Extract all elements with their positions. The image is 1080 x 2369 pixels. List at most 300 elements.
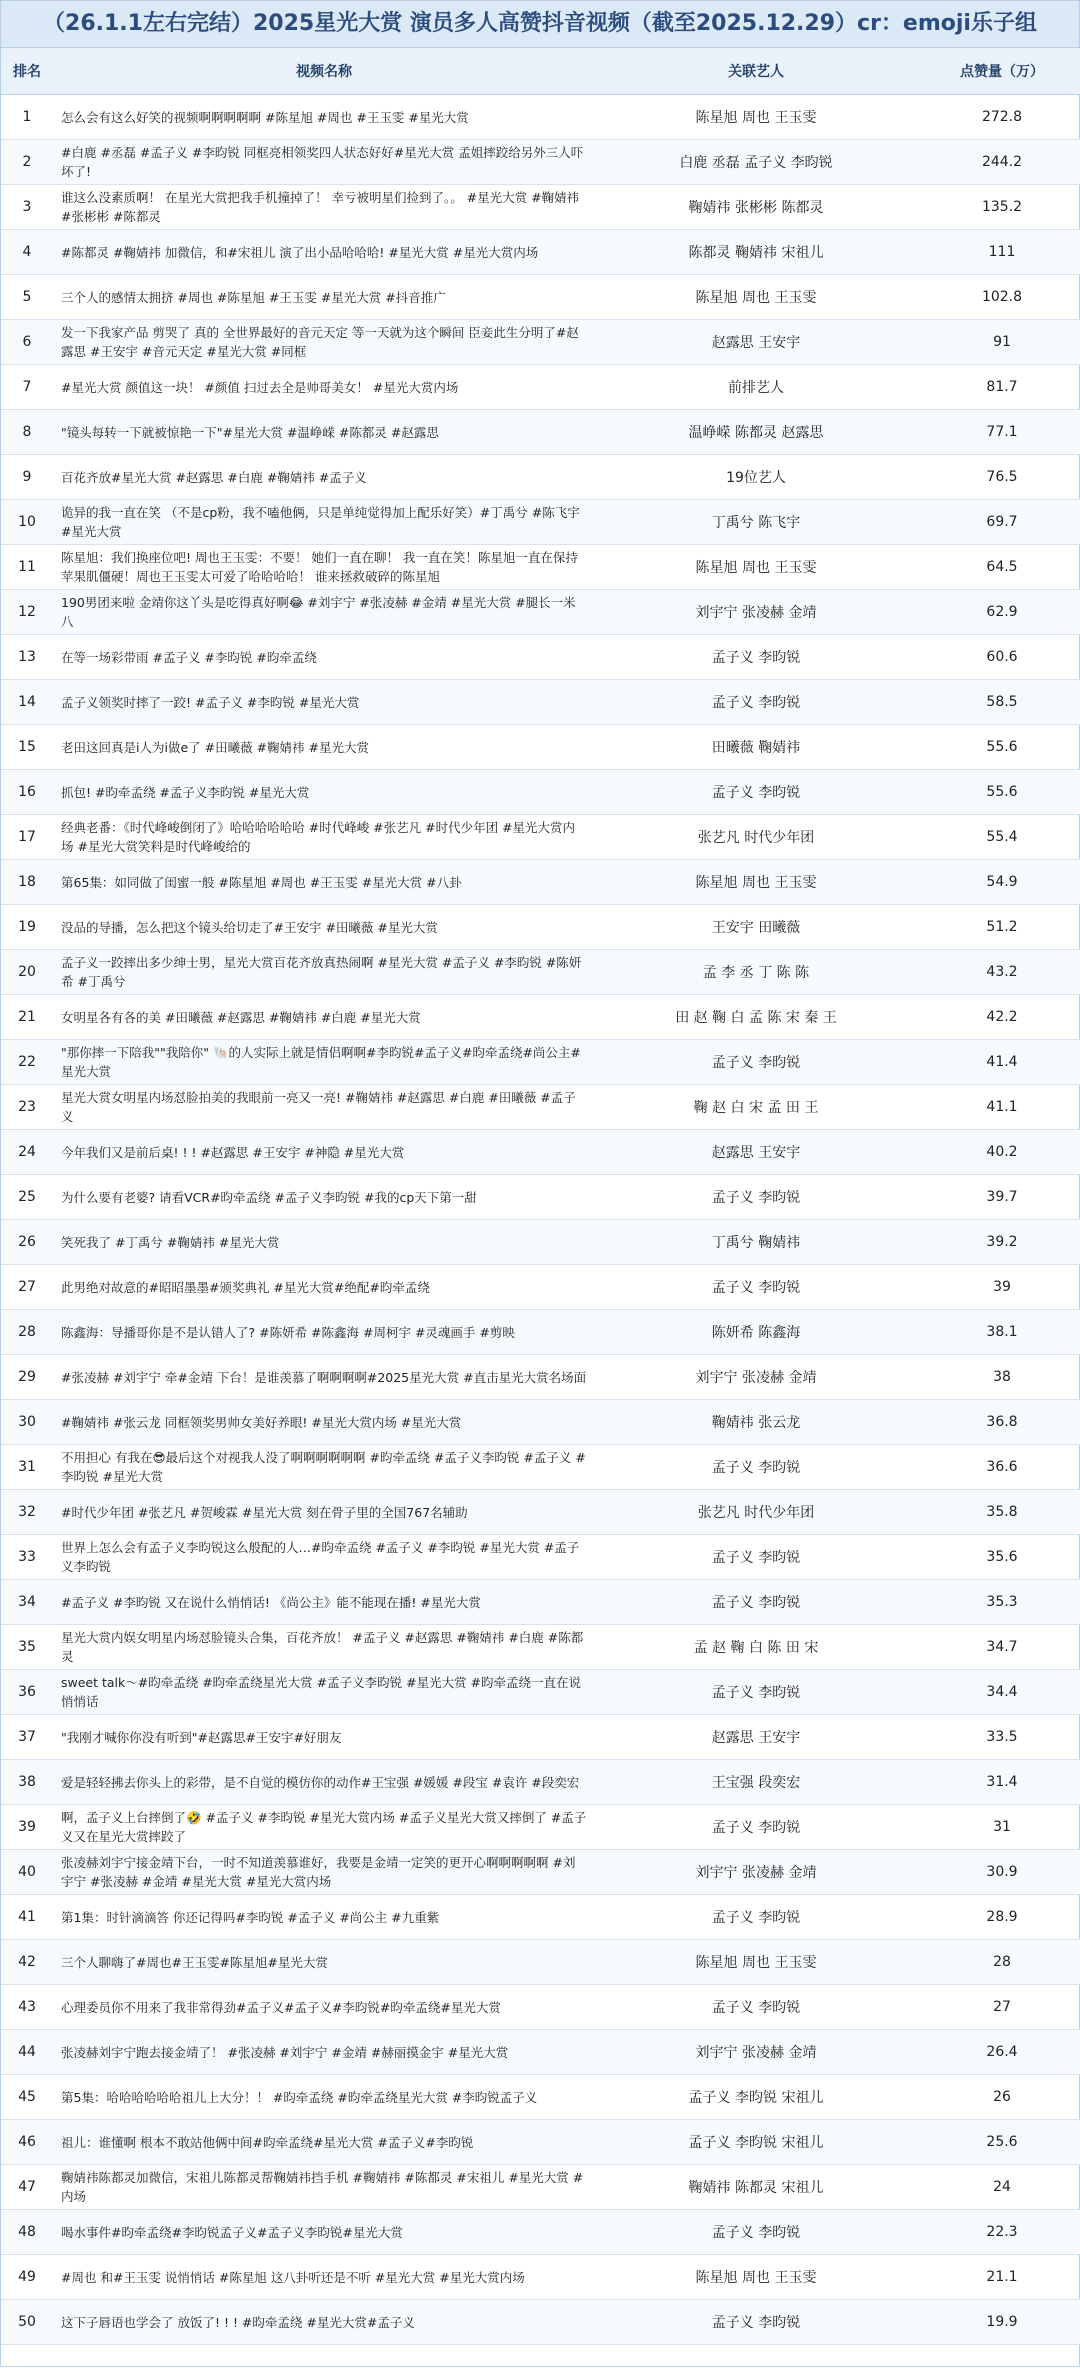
video-title-cell (53, 95, 595, 140)
video-title-cell (53, 1310, 595, 1355)
video-title-cell (53, 2255, 595, 2300)
video-title-cell (53, 1850, 595, 1895)
likes-cell: 39.2 (917, 1220, 1080, 1265)
table-row (1, 860, 1080, 905)
video-title-text: 孟子义一跤摔出多少绅士男，星光大赏百花齐放真热闹啊 #星光大赏 #孟子义 #李昀锐 #陈妍希 #丁禹兮 (61, 955, 582, 989)
rank-cell: 31 (1, 1445, 53, 1490)
stars-cell: 陈星旭 周也 王玉雯 (595, 2255, 917, 2300)
video-title-text: 喝水事件#昀牵孟绕#李昀锐孟子义#孟子义李昀锐#星光大赏 (61, 2224, 403, 2240)
table-row (1, 590, 1080, 635)
video-title-cell (53, 590, 595, 635)
table-row (1, 1940, 1080, 1985)
rank-cell: 29 (1, 1355, 53, 1400)
video-title-cell (53, 1085, 595, 1130)
video-title-cell (53, 140, 595, 185)
likes-cell: 22.3 (917, 2210, 1080, 2255)
table-row (1, 1580, 1080, 1625)
stars-cell: 鞠婧祎 陈都灵 宋祖儿 (595, 2165, 917, 2210)
stars-cell: 孟子义 李昀锐 (595, 1040, 917, 1085)
table-row (1, 2030, 1080, 2075)
likes-cell: 38 (917, 1355, 1080, 1400)
video-title-text: 星光大赏内娱女明星内场怼脸镜头合集，百花齐放！ #孟子义 #赵露思 #鞠婧祎 #白鹿 #陈都灵 (61, 1630, 584, 1664)
video-title-cell (53, 2030, 595, 2075)
video-title-cell (53, 2210, 595, 2255)
stars-cell: 孟子义 李昀锐 (595, 1265, 917, 1310)
rank-cell: 34 (1, 1580, 53, 1625)
stars-cell: 孟子义 李昀锐 宋祖儿 (595, 2120, 917, 2165)
stars-cell: 孟子义 李昀锐 (595, 1670, 917, 1715)
likes-cell: 42.2 (917, 995, 1080, 1040)
stars-cell: 张艺凡 时代少年团 (595, 815, 917, 860)
likes-cell: 36.8 (917, 1400, 1080, 1445)
video-title-text: 啊，孟子义上台摔倒了🤣 #孟子义 #李昀锐 #星光大赏内场 #孟子义星光大赏又摔倒了 #孟子义又在星光大赏摔跤了 (61, 1810, 587, 1844)
rank-cell: 43 (1, 1985, 53, 2030)
rank-cell: 46 (1, 2120, 53, 2165)
table-row (1, 500, 1080, 545)
rank-cell: 40 (1, 1850, 53, 1895)
table-row (1, 1895, 1080, 1940)
likes-cell: 35.8 (917, 1490, 1080, 1535)
rank-cell: 10 (1, 500, 53, 545)
likes-cell: 34.7 (917, 1625, 1080, 1670)
table-body (1, 95, 1080, 2345)
video-title-text: 经典老番：《时代峰峻倒闭了》哈哈哈哈哈哈 #时代峰峻 #张艺凡 #时代少年团 #星光大赏内场 #星光大赏笑料是时代峰峻给的 (61, 820, 576, 854)
video-title-cell (53, 2075, 595, 2120)
stars-cell: 孟 李 丞 丁 陈 陈 (595, 950, 917, 995)
rank-cell: 4 (1, 230, 53, 275)
stars-cell: 刘宇宁 张凌赫 金靖 (595, 1355, 917, 1400)
page-title: （26.1.1左右完结）2025星光大赏 演员多人高赞抖音视频（截至2025.12.29）cr：emoji乐子组 (1, 1, 1079, 48)
table-row (1, 995, 1080, 1040)
likes-cell: 30.9 (917, 1850, 1080, 1895)
video-title-cell (53, 365, 595, 410)
video-title-text: #鞠婧祎 #张云龙 同框领奖男帅女美好养眼! #星光大赏内场 #星光大赏 (61, 1414, 462, 1430)
table-row (1, 725, 1080, 770)
table-row (1, 365, 1080, 410)
video-title-text: 世界上怎么会有孟子义李昀锐这么般配的人…#昀牵孟绕 #孟子义 #李昀锐 #星光大赏 #孟子义李昀锐 (61, 1540, 580, 1574)
video-title-text: 三个人聊嗨了#周也#王玉雯#陈星旭#星光大赏 (61, 1954, 328, 1970)
rank-cell: 37 (1, 1715, 53, 1760)
table-row (1, 1805, 1080, 1850)
stars-cell: 鞠婧祎 张彬彬 陈都灵 (595, 185, 917, 230)
video-title-cell (53, 2120, 595, 2165)
stars-cell: 田 赵 鞠 白 孟 陈 宋 秦 王 (595, 995, 917, 1040)
rank-cell: 20 (1, 950, 53, 995)
table-row (1, 1400, 1080, 1445)
video-title-text: "我刚才喊你你没有听到"#赵露思#王安宇#好朋友 (61, 1729, 342, 1745)
video-title-text: 发一下我家产品 剪哭了 真的 全世界最好的音元天定 等一天就为这个瞬间 臣妾此生分明了#赵露思 #王安宇 #音元天定 #星光大赏 #同框 (61, 325, 579, 359)
likes-cell: 33.5 (917, 1715, 1080, 1760)
rank-cell: 45 (1, 2075, 53, 2120)
table-row (1, 2165, 1080, 2210)
video-title-text: 笑死我了 #丁禹兮 #鞠婧祎 #星光大赏 (61, 1234, 280, 1250)
table-row (1, 1670, 1080, 1715)
table-row (1, 2120, 1080, 2165)
likes-cell: 76.5 (917, 455, 1080, 500)
rank-cell: 36 (1, 1670, 53, 1715)
video-title-text: 陈鑫海：导播哥你是不是认错人了? #陈妍希 #陈鑫海 #周柯宇 #灵魂画手 #剪映 (61, 1324, 515, 1340)
rank-cell: 3 (1, 185, 53, 230)
stars-cell: 陈星旭 周也 王玉雯 (595, 860, 917, 905)
video-title-text: #张凌赫 #刘宇宁 牵#金靖 下台！是谁羡慕了啊啊啊啊#2025星光大赏 #直击星光大赏名场面 (61, 1369, 587, 1385)
rank-cell: 23 (1, 1085, 53, 1130)
video-title-cell (53, 1400, 595, 1445)
video-title-cell (53, 1130, 595, 1175)
likes-cell: 25.6 (917, 2120, 1080, 2165)
video-title-text: 190男团来啦 金靖你这丫头是吃得真好啊😂 #刘宇宁 #张凌赫 #金靖 #星光大赏 #腿长一米八 (61, 595, 576, 629)
video-title-cell (53, 1670, 595, 1715)
rank-cell: 42 (1, 1940, 53, 1985)
stars-cell: 孟子义 李昀锐 (595, 1805, 917, 1850)
stars-cell: 丁禹兮 鞠婧祎 (595, 1220, 917, 1265)
video-title-text: 老田这回真是i人为i做e了 #田曦薇 #鞠婧祎 #星光大赏 (61, 739, 369, 755)
rank-cell: 5 (1, 275, 53, 320)
likes-cell: 26.4 (917, 2030, 1080, 2075)
video-title-cell (53, 815, 595, 860)
table-row (1, 140, 1080, 185)
stars-cell: 19位艺人 (595, 455, 917, 500)
rank-cell: 14 (1, 680, 53, 725)
likes-cell: 77.1 (917, 410, 1080, 455)
stars-cell: 前排艺人 (595, 365, 917, 410)
stars-cell: 孟子义 李昀锐 (595, 1895, 917, 1940)
video-title-cell (53, 1625, 595, 1670)
rank-cell: 38 (1, 1760, 53, 1805)
video-title-text: 此男绝对故意的#昭昭墨墨#颁奖典礼 #星光大赏#绝配#昀牵孟绕 (61, 1279, 430, 1295)
table-row (1, 1175, 1080, 1220)
rank-cell: 26 (1, 1220, 53, 1265)
stars-cell: 鞠 赵 白 宋 孟 田 王 (595, 1085, 917, 1130)
table-row (1, 1085, 1080, 1130)
stars-cell: 陈妍希 陈鑫海 (595, 1310, 917, 1355)
likes-cell: 55.6 (917, 770, 1080, 815)
table-row (1, 1040, 1080, 1085)
table-row (1, 230, 1080, 275)
rank-cell: 35 (1, 1625, 53, 1670)
stars-cell: 孟 赵 鞠 白 陈 田 宋 (595, 1625, 917, 1670)
video-title-text: 百花齐放#星光大赏 #赵露思 #白鹿 #鞠婧祎 #孟子义 (61, 469, 367, 485)
likes-cell: 58.5 (917, 680, 1080, 725)
likes-cell: 55.6 (917, 725, 1080, 770)
likes-cell: 39 (917, 1265, 1080, 1310)
stars-cell: 孟子义 李昀锐 (595, 1580, 917, 1625)
likes-cell: 26 (917, 2075, 1080, 2120)
video-title-text: "镜头每转一下就被惊艳一下"#星光大赏 #温峥嵘 #陈都灵 #赵露思 (61, 424, 439, 440)
table-row (1, 1535, 1080, 1580)
video-title-text: 怎么会有这么好笑的视频啊啊啊啊啊 #陈星旭 #周也 #王玉雯 #星光大赏 (61, 109, 469, 125)
stars-cell: 孟子义 李昀锐 (595, 1175, 917, 1220)
video-title-text: 星光大赏女明星内场怼脸拍美的我眼前一亮又一亮! #鞠婧祎 #赵露思 #白鹿 #田曦薇 #孟子义 (61, 1090, 576, 1124)
stars-cell: 刘宇宁 张凌赫 金靖 (595, 590, 917, 635)
likes-cell: 35.3 (917, 1580, 1080, 1625)
likes-cell: 272.8 (917, 95, 1080, 140)
stars-cell: 陈星旭 周也 王玉雯 (595, 275, 917, 320)
video-title-cell (53, 1220, 595, 1265)
table-row (1, 2255, 1080, 2300)
video-title-text: "那你摔一下陪我""我陪你" 🐚的人实际上就是情侣啊啊#李昀锐#孟子义#昀牵孟绕#尚公主#星光大赏 (61, 1045, 581, 1079)
table-row (1, 1220, 1080, 1265)
rank-cell: 41 (1, 1895, 53, 1940)
table-row (1, 1985, 1080, 2030)
video-title-cell (53, 950, 595, 995)
stars-cell: 丁禹兮 陈飞宇 (595, 500, 917, 545)
video-title-cell (53, 320, 595, 365)
rank-cell: 1 (1, 95, 53, 140)
video-title-text: 为什么要有老婆? 请看VCR#昀牵孟绕 #孟子义李昀锐 #我的cp天下第一甜 (61, 1189, 477, 1205)
video-title-cell (53, 905, 595, 950)
likes-cell: 28.9 (917, 1895, 1080, 1940)
likes-cell: 24 (917, 2165, 1080, 2210)
stars-cell: 孟子义 李昀锐 (595, 635, 917, 680)
table-row (1, 1850, 1080, 1895)
likes-cell: 27 (917, 1985, 1080, 2030)
rank-cell: 28 (1, 1310, 53, 1355)
video-title-text: 张凌赫刘宇宁跑去接金靖了！ #张凌赫 #刘宇宁 #金靖 #赫丽摸金宇 #星光大赏 (61, 2044, 509, 2060)
table-row (1, 95, 1080, 140)
likes-cell: 81.7 (917, 365, 1080, 410)
video-title-cell (53, 1535, 595, 1580)
video-title-cell (53, 1490, 595, 1535)
stars-cell: 陈星旭 周也 王玉雯 (595, 545, 917, 590)
likes-cell: 55.4 (917, 815, 1080, 860)
video-title-text: 没品的导播，怎么把这个镜头给切走了#王安宇 #田曦薇 #星光大赏 (61, 919, 438, 935)
table-row (1, 1760, 1080, 1805)
video-title-text: 这下子唇语也学会了 放饭了! ! ! #昀牵孟绕 #星光大赏#孟子义 (61, 2314, 415, 2330)
rank-cell: 12 (1, 590, 53, 635)
likes-cell: 36.6 (917, 1445, 1080, 1490)
video-title-text: 不用担心 有我在😎最后这个对视我人没了啊啊啊啊啊啊 #昀牵孟绕 #孟子义李昀锐 #孟子义 #李昀锐 #星光大赏 (61, 1450, 586, 1484)
likes-cell: 64.5 (917, 545, 1080, 590)
table-row (1, 1490, 1080, 1535)
video-title-text: 第1集：时针滴滴答 你还记得吗#李昀锐 #孟子义 #尚公主 #九重紫 (61, 1909, 440, 1925)
likes-cell: 51.2 (917, 905, 1080, 950)
video-title-text: sweet talk～#昀牵孟绕 #昀牵孟绕星光大赏 #孟子义李昀锐 #星光大赏 #昀牵孟绕一直在说悄悄话 (61, 1675, 582, 1709)
rank-cell: 47 (1, 2165, 53, 2210)
video-title-cell (53, 680, 595, 725)
stars-cell: 陈都灵 鞠婧祎 宋祖儿 (595, 230, 917, 275)
video-title-text: 爱是轻轻拂去你头上的彩带，是不自觉的模仿你的动作#王宝强 #媛媛 #段宝 #袁许 #段奕宏 (61, 1774, 580, 1790)
table-row (1, 1355, 1080, 1400)
video-title-cell (53, 1445, 595, 1490)
ranking-table (1, 48, 1080, 2345)
table-row (1, 320, 1080, 365)
video-title-text: 第5集：哈哈哈哈哈哈祖儿上大分！！ #昀牵孟绕 #昀牵孟绕星光大赏 #李昀锐孟子义 (61, 2089, 538, 2105)
stars-cell: 张艺凡 时代少年团 (595, 1490, 917, 1535)
video-title-cell (53, 2300, 595, 2345)
video-title-cell (53, 1985, 595, 2030)
likes-cell: 102.8 (917, 275, 1080, 320)
video-title-text: #时代少年团 #张艺凡 #贺峻霖 #星光大赏 刻在骨子里的全国767名辅助 (61, 1504, 468, 1520)
likes-cell: 111 (917, 230, 1080, 275)
video-title-cell (53, 230, 595, 275)
video-title-cell (53, 2165, 595, 2210)
video-title-text: 张凌赫刘宇宁接金靖下台，一时不知道羡慕谁好，我要是金靖一定笑的更开心啊啊啊啊啊 #刘宇宁 #张凌赫 #金靖 #星光大赏 #星光大赏内场 (61, 1855, 576, 1889)
video-title-cell (53, 770, 595, 815)
likes-cell: 62.9 (917, 590, 1080, 635)
likes-cell: 38.1 (917, 1310, 1080, 1355)
table-row (1, 635, 1080, 680)
likes-cell: 31.4 (917, 1760, 1080, 1805)
likes-cell: 41.1 (917, 1085, 1080, 1130)
video-title-cell (53, 995, 595, 1040)
stars-cell: 温峥嵘 陈都灵 赵露思 (595, 410, 917, 455)
stars-cell: 赵露思 王安宇 (595, 1715, 917, 1760)
table-header (1, 48, 1080, 95)
video-title-cell (53, 1580, 595, 1625)
video-title-text: 心理委员你不用来了我非常得劲#孟子义#孟子义#李昀锐#昀牵孟绕#星光大赏 (61, 1999, 501, 2015)
video-title-cell (53, 1715, 595, 1760)
stars-cell: 孟子义 李昀锐 (595, 1445, 917, 1490)
video-title-text: 三个人的感情太拥挤 #周也 #陈星旭 #王玉雯 #星光大赏 #抖音推广 (61, 289, 446, 305)
table-row (1, 410, 1080, 455)
rank-cell: 48 (1, 2210, 53, 2255)
rank-cell: 32 (1, 1490, 53, 1535)
video-title-text: 祖儿：谁懂啊 根本不敢站他俩中间#昀牵孟绕#星光大赏 #孟子义#李昀锐 (61, 2134, 474, 2150)
likes-cell: 69.7 (917, 500, 1080, 545)
likes-cell: 91 (917, 320, 1080, 365)
video-title-text: 鞠婧祎陈都灵加微信，宋祖儿陈都灵帮鞠婧祎挡手机 #鞠婧祎 #陈都灵 #宋祖儿 #星光大赏 #内场 (61, 2170, 584, 2204)
rank-cell: 16 (1, 770, 53, 815)
video-title-cell (53, 1805, 595, 1850)
rank-cell: 18 (1, 860, 53, 905)
video-title-text: 谁这么没素质啊！ 在星光大赏把我手机撞掉了！ 幸亏被明星们捡到了。。 #星光大赏 #鞠婧祎 #张彬彬 #陈都灵 (61, 190, 580, 224)
rank-cell: 15 (1, 725, 53, 770)
likes-cell: 21.1 (917, 2255, 1080, 2300)
table-row (1, 1265, 1080, 1310)
rank-cell: 44 (1, 2030, 53, 2075)
rank-cell: 6 (1, 320, 53, 365)
video-title-cell (53, 1940, 595, 1985)
header-video-title: 视频名称 (53, 48, 595, 95)
video-title-text: 在等一场彩带雨 #孟子义 #李昀锐 #昀牵孟绕 (61, 649, 317, 665)
stars-cell: 赵露思 王安宇 (595, 1130, 917, 1175)
table-row (1, 950, 1080, 995)
table-row (1, 2210, 1080, 2255)
table-row (1, 1310, 1080, 1355)
rank-cell: 17 (1, 815, 53, 860)
header-stars: 关联艺人 (595, 48, 917, 95)
stars-cell: 孟子义 李昀锐 (595, 1535, 917, 1580)
stars-cell: 鞠婧祎 张云龙 (595, 1400, 917, 1445)
video-title-text: 今年我们又是前后桌! ! ! #赵露思 #王安宇 #神隐 #星光大赏 (61, 1144, 405, 1160)
stars-cell: 孟子义 李昀锐 宋祖儿 (595, 2075, 917, 2120)
rank-cell: 8 (1, 410, 53, 455)
rank-cell: 21 (1, 995, 53, 1040)
stars-cell: 孟子义 李昀锐 (595, 2300, 917, 2345)
rank-cell: 9 (1, 455, 53, 500)
table-row (1, 275, 1080, 320)
likes-cell: 43.2 (917, 950, 1080, 995)
stars-cell: 刘宇宁 张凌赫 金靖 (595, 1850, 917, 1895)
video-title-cell (53, 860, 595, 905)
rank-cell: 19 (1, 905, 53, 950)
stars-cell: 赵露思 王安宇 (595, 320, 917, 365)
video-title-cell (53, 455, 595, 500)
video-title-text: #陈都灵 #鞠婧祎 加微信，和#宋祖儿 演了出小品哈哈哈! #星光大赏 #星光大赏内场 (61, 244, 539, 260)
rank-cell: 30 (1, 1400, 53, 1445)
video-title-cell (53, 275, 595, 320)
table-row (1, 2075, 1080, 2120)
video-title-cell (53, 1895, 595, 1940)
header-row (1, 48, 1080, 95)
table-row (1, 545, 1080, 590)
likes-cell: 41.4 (917, 1040, 1080, 1085)
likes-cell: 28 (917, 1940, 1080, 1985)
rank-cell: 24 (1, 1130, 53, 1175)
video-title-text: #星光大赏 颜值这一块！ #颜值 扫过去全是帅哥美女！ #星光大赏内场 (61, 379, 459, 395)
video-title-cell (53, 185, 595, 230)
stars-cell: 陈星旭 周也 王玉雯 (595, 1940, 917, 1985)
table-row (1, 770, 1080, 815)
video-title-text: 陈星旭：我们换座位吧! 周也王玉雯：不要！ 她们一直在聊！ 我一直在笑！陈星旭一直在保持苹果肌僵硬！周也王玉雯太可爱了哈哈哈哈！ 谁来拯救破碎的陈星旭 (61, 550, 578, 584)
table-row (1, 2300, 1080, 2345)
video-title-cell (53, 1265, 595, 1310)
likes-cell: 39.7 (917, 1175, 1080, 1220)
video-title-cell (53, 725, 595, 770)
header-rank: 排名 (1, 48, 53, 95)
likes-cell: 60.6 (917, 635, 1080, 680)
stars-cell: 孟子义 李昀锐 (595, 770, 917, 815)
video-title-text: 孟子义领奖时摔了一跤! #孟子义 #李昀锐 #星光大赏 (61, 694, 360, 710)
video-title-cell (53, 410, 595, 455)
likes-cell: 244.2 (917, 140, 1080, 185)
likes-cell: 34.4 (917, 1670, 1080, 1715)
likes-cell: 19.9 (917, 2300, 1080, 2345)
rank-cell: 49 (1, 2255, 53, 2300)
table-row (1, 1130, 1080, 1175)
rank-cell: 39 (1, 1805, 53, 1850)
stars-cell: 田曦薇 鞠婧祎 (595, 725, 917, 770)
video-title-cell (53, 500, 595, 545)
header-likes: 点赞量（万） (917, 48, 1080, 95)
likes-cell: 31 (917, 1805, 1080, 1850)
rank-cell: 2 (1, 140, 53, 185)
video-title-cell (53, 1355, 595, 1400)
video-title-cell (53, 635, 595, 680)
video-title-text: 第65集：如同做了闺蜜一般 #陈星旭 #周也 #王玉雯 #星光大赏 #八卦 (61, 874, 462, 890)
table-row (1, 905, 1080, 950)
stars-cell: 孟子义 李昀锐 (595, 680, 917, 725)
video-title-cell (53, 1760, 595, 1805)
stars-cell: 孟子义 李昀锐 (595, 2210, 917, 2255)
likes-cell: 135.2 (917, 185, 1080, 230)
table-row (1, 185, 1080, 230)
video-title-cell (53, 1040, 595, 1085)
likes-cell: 35.6 (917, 1535, 1080, 1580)
stars-cell: 王宝强 段奕宏 (595, 1760, 917, 1805)
likes-cell: 40.2 (917, 1130, 1080, 1175)
rank-cell: 7 (1, 365, 53, 410)
video-title-cell (53, 545, 595, 590)
stars-cell: 刘宇宁 张凌赫 金靖 (595, 2030, 917, 2075)
video-title-text: 女明星各有各的美 #田曦薇 #赵露思 #鞠婧祎 #白鹿 #星光大赏 (61, 1009, 421, 1025)
rank-cell: 13 (1, 635, 53, 680)
rank-cell: 27 (1, 1265, 53, 1310)
table-row (1, 1625, 1080, 1670)
rank-cell: 22 (1, 1040, 53, 1085)
rank-cell: 11 (1, 545, 53, 590)
video-title-text: #白鹿 #丞磊 #孟子义 #李昀锐 同框亮相领奖四人状态好好#星光大赏 孟姐摔跤给另外三人吓坏了! (61, 145, 584, 179)
table-row (1, 680, 1080, 725)
video-title-text: #周也 和#王玉雯 说悄悄话 #陈星旭 这八卦听还是不听 #星光大赏 #星光大赏内场 (61, 2269, 525, 2285)
stars-cell: 王安宇 田曦薇 (595, 905, 917, 950)
rank-cell: 25 (1, 1175, 53, 1220)
rank-cell: 33 (1, 1535, 53, 1580)
video-title-text: 诡异的我一直在笑 （不是cp粉，我不嗑他俩，只是单纯觉得加上配乐好笑）#丁禹兮 #陈飞宇 #星光大赏 (61, 505, 580, 539)
table-row (1, 815, 1080, 860)
rank-cell: 50 (1, 2300, 53, 2345)
stars-cell: 白鹿 丞磊 孟子义 李昀锐 (595, 140, 917, 185)
